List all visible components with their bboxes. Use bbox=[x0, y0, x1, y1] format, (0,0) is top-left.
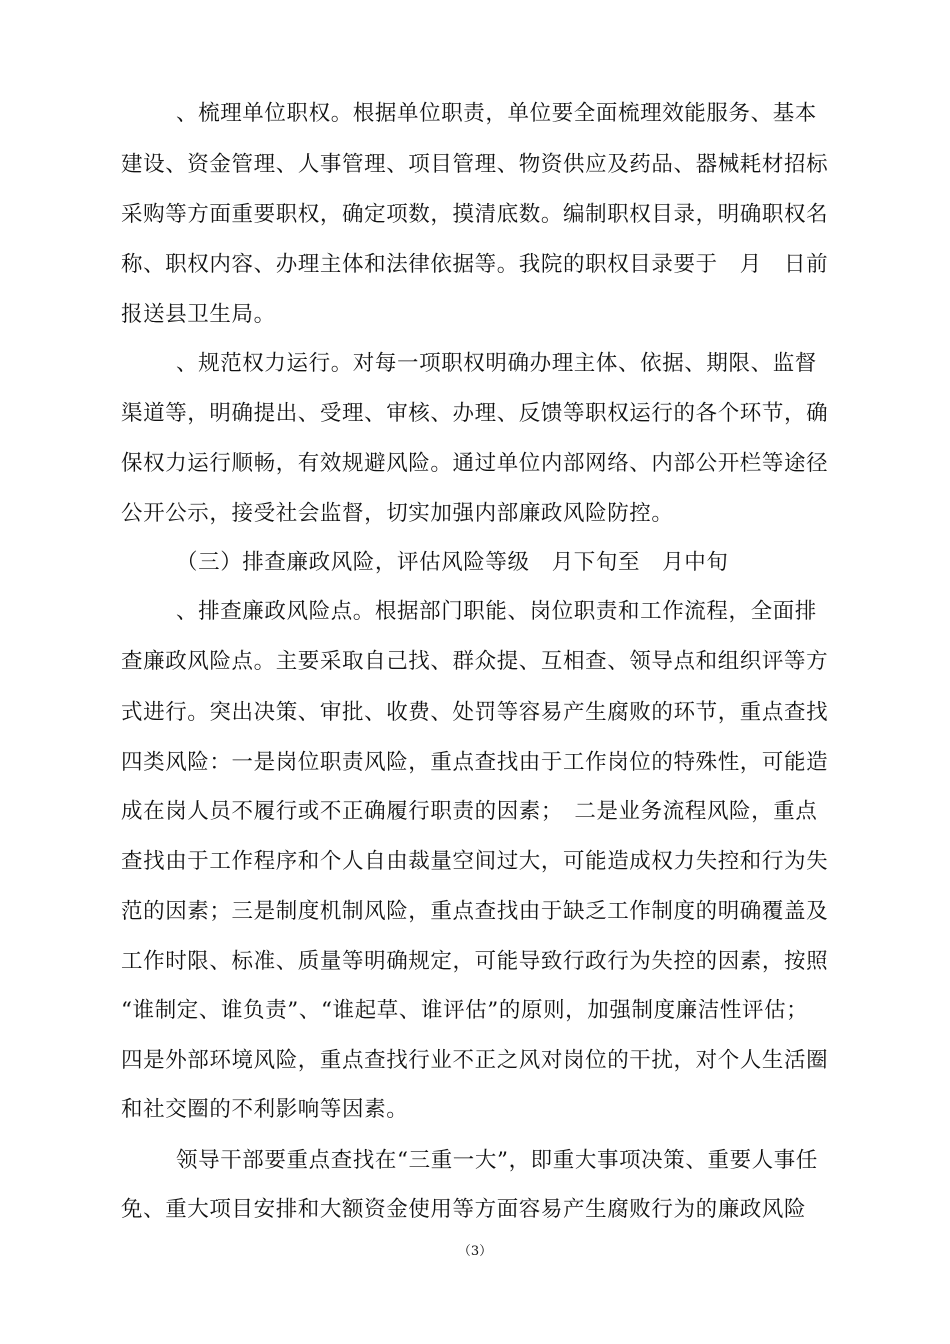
paragraph-line: 四类风险：一是岗位职责风险，重点查找由于工作岗位的特殊性，可能造 bbox=[121, 750, 829, 775]
paragraph-line: 报送县卫生局。 bbox=[121, 302, 276, 327]
paragraph-line: 成在岗人员不履行或不正确履行职责的因素； 二是业务流程风险，重点 bbox=[121, 799, 818, 824]
paragraph-line: 范的因素；三是制度机制风险，重点查找由于缺乏工作制度的明确覆盖及 bbox=[121, 899, 829, 924]
paragraph-line: 、排查廉政风险点。根据部门职能、岗位职责和工作流程，全面排 bbox=[176, 599, 817, 624]
paragraph-line: 采购等方面重要职权，确定项数，摸清底数。编制职权目录，明确职权名 bbox=[121, 202, 829, 227]
paragraph-line: 建设、资金管理、人事管理、项目管理、物资供应及药品、器械耗材招标 bbox=[121, 152, 829, 177]
paragraph-line: 工作时限、标准、质量等明确规定，可能导致行政行为失控的因素，按照 bbox=[121, 949, 829, 974]
paragraph-line: 式进行。突出决策、审批、收费、处罚等容易产生腐败的环节，重点查找 bbox=[121, 700, 829, 725]
paragraph-line: 、规范权力运行。对每一项职权明确办理主体、依据、期限、监督 bbox=[176, 351, 817, 376]
paragraph-line: 领导干部要重点查找在“三重一大”，即重大事项决策、重要人事任 bbox=[176, 1148, 818, 1173]
paragraph-line: 公开公示，接受社会监督，切实加强内部廉政风险防控。 bbox=[121, 501, 674, 526]
page-number: （3） bbox=[457, 1244, 493, 1259]
paragraph-line: 和社交圈的不利影响等因素。 bbox=[121, 1097, 409, 1122]
paragraph-line: 渠道等，明确提出、受理、审核、办理、反馈等职权运行的各个环节，确 bbox=[121, 401, 829, 426]
paragraph-line: 免、重大项目安排和大额资金使用等方面容易产生腐败行为的廉政风险 bbox=[121, 1197, 807, 1222]
paragraph-line: 保权力运行顺畅，有效规避风险。通过单位内部网络、内部公开栏等途径 bbox=[121, 451, 829, 476]
paragraph-line: 四是外部环境风险，重点查找行业不正之风对岗位的干扰，对个人生活圈 bbox=[121, 1048, 829, 1073]
paragraph-line: 查廉政风险点。主要采取自己找、群众提、互相查、领导点和组织评等方 bbox=[121, 649, 829, 674]
paragraph-line: 查找由于工作程序和个人自由裁量空间过大，可能造成权力失控和行为失 bbox=[121, 849, 829, 874]
section-heading: （三）排查廉政风险，评估风险等级 月下旬至 月中旬 bbox=[176, 550, 729, 575]
paragraph-line: “谁制定、谁负责”、“谁起草、谁评估”的原则，加强制度廉洁性评估； bbox=[121, 998, 809, 1023]
paragraph-line: 、梳理单位职权。根据单位职责，单位要全面梳理效能服务、基本 bbox=[176, 101, 817, 126]
paragraph-line: 称、职权内容、办理主体和法律依据等。我院的职权目录要于 月 日前 bbox=[121, 252, 829, 277]
